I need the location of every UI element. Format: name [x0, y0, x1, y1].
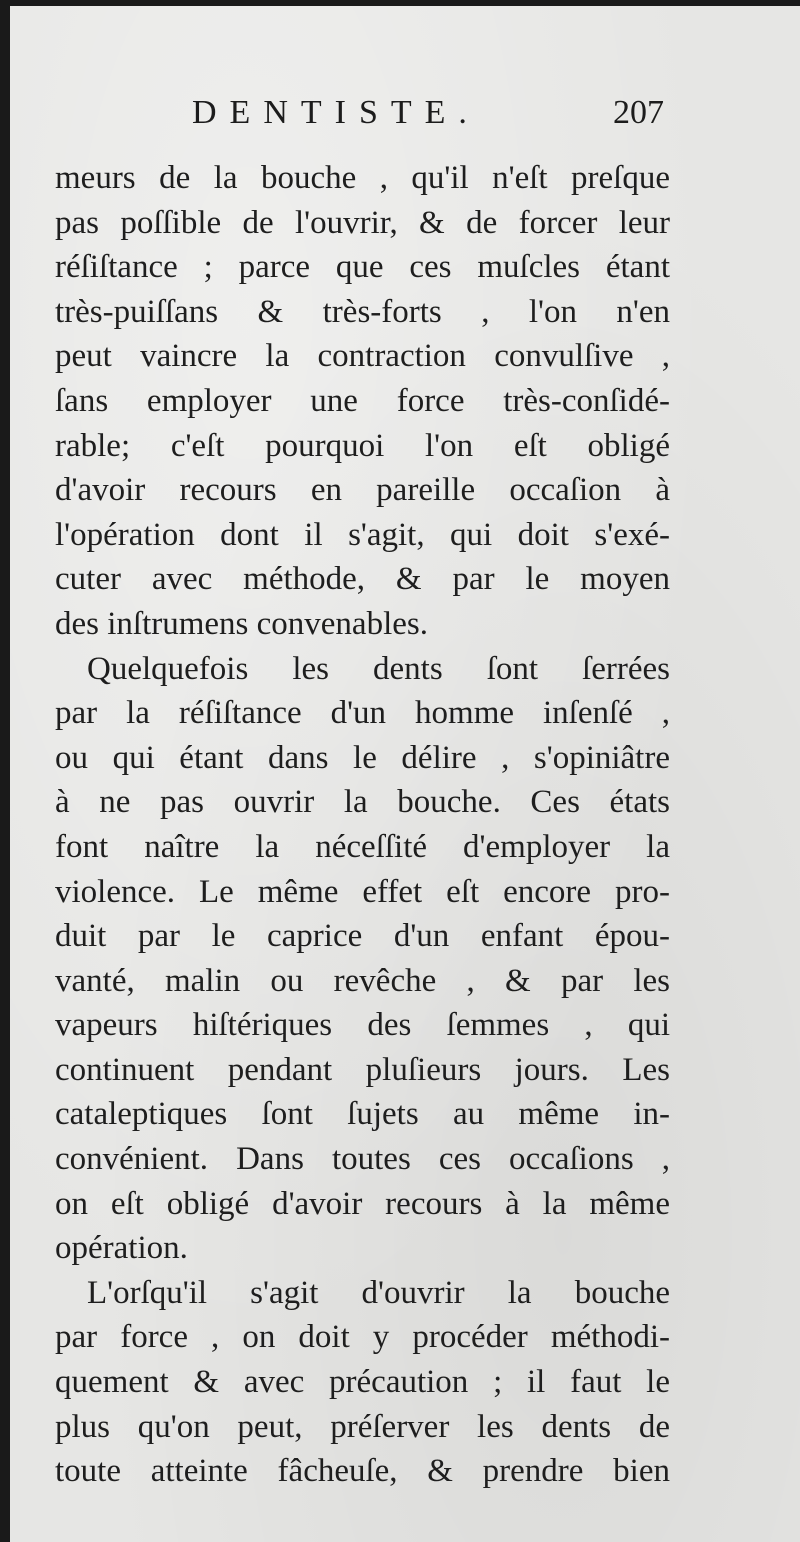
- text-line: opération.: [55, 1230, 188, 1267]
- text-line: des inſtrumens convenables.: [55, 605, 428, 642]
- text-line: par force , on doit y procéder méthodi-: [55, 1319, 670, 1356]
- text-line: cataleptiques ſont ſujets au même in-: [55, 1096, 670, 1133]
- book-page: [10, 6, 800, 1542]
- text-line: d'avoir recours en pareille occaſion à: [55, 472, 670, 509]
- text-line: l'opération dont il s'agit, qui doit s'exé-: [55, 516, 670, 553]
- body-text: [55, 156, 670, 1494]
- text-line: peut vaincre la contraction convulſive ,: [55, 338, 670, 375]
- running-head-title: DENTISTE.: [192, 94, 480, 131]
- running-head: [10, 94, 800, 144]
- text-line: duit par le caprice d'un enfant épou-: [55, 918, 670, 955]
- text-line: à ne pas ouvrir la bouche. Ces états: [55, 784, 670, 821]
- text-line: continuent pendant pluſieurs jours. Les: [55, 1051, 670, 1088]
- text-line: font naître la néceſſité d'employer la: [55, 828, 670, 865]
- text-line: ſans employer une force très-conſidé-: [55, 382, 670, 419]
- text-line: violence. Le même effet eſt encore pro-: [55, 873, 670, 910]
- text-line: ou qui étant dans le délire , s'opiniâtre: [55, 739, 670, 776]
- text-line: on eſt obligé d'avoir recours à la même: [55, 1185, 670, 1222]
- page-number: 207: [613, 94, 664, 131]
- text-line: L'orſqu'il s'agit d'ouvrir la bouche: [87, 1274, 670, 1311]
- text-line: meurs de la bouche , qu'il n'eſt preſque: [55, 160, 670, 196]
- text-line: rable; c'eſt pourquoi l'on eſt obligé: [55, 427, 670, 464]
- text-line: convénient. Dans toutes ces occaſions ,: [55, 1141, 670, 1178]
- text-line: pas poſſible de l'ouvrir, & de forcer leur: [55, 204, 670, 241]
- text-line: quement & avec précaution ; il faut le: [55, 1364, 670, 1401]
- text-line: vanté, malin ou revêche , & par les: [55, 962, 670, 999]
- text-line: plus qu'on peut, préſerver les dents de: [55, 1408, 670, 1445]
- text-line: vapeurs hiſtériques des ſemmes , qui: [55, 1007, 670, 1044]
- text-line: toute atteinte fâcheuſe, & prendre bien: [55, 1453, 670, 1490]
- text-line: cuter avec méthode, & par le moyen: [55, 561, 670, 598]
- text-line: Quelquefois les dents ſont ſerrées: [87, 650, 670, 687]
- text-line: réſiſtance ; parce que ces muſcles étant: [55, 249, 670, 286]
- text-line: très-puiſſans & très-forts , l'on n'en: [55, 293, 670, 330]
- text-line: par la réſiſtance d'un homme inſenſé ,: [55, 695, 670, 732]
